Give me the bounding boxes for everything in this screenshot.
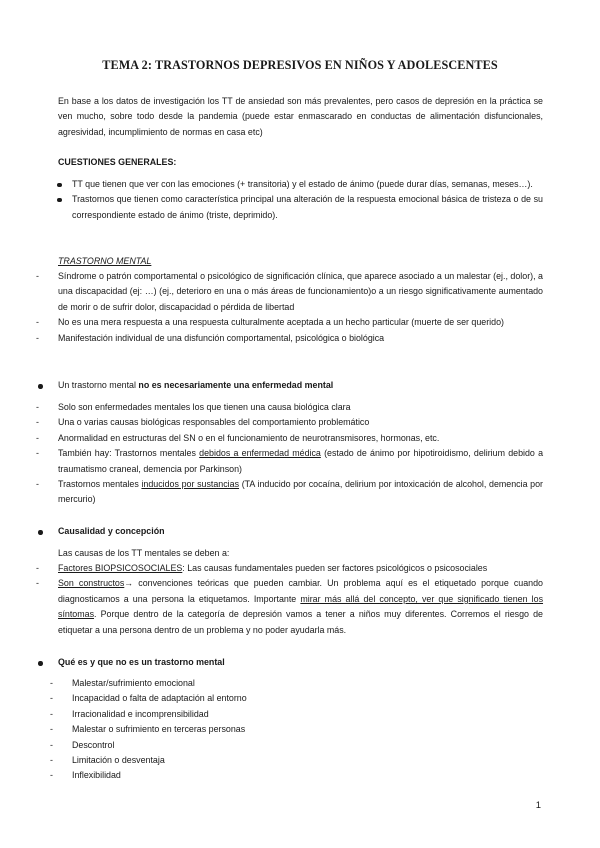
trastorno-mental-heading: TRASTORNO MENTAL xyxy=(58,256,152,266)
cuestiones-heading: CUESTIONES GENERALES: xyxy=(58,157,177,167)
list-item: - Limitación o desventaja xyxy=(72,753,543,768)
list-item: TT que tienen que ver con las emociones (+ transitoria) y el estado de ánimo (puede durar días, semanas, meses…). xyxy=(72,177,543,192)
list-item: - Malestar/sufrimiento emocional xyxy=(72,676,543,691)
list-item: - Síndrome o patrón comportamental o psicológico de significación clínica, que aparece asociado a un malestar (ej., dolor), a una discapacidad (ej: …) (ej., deterioro en una o más áreas de funcionamiento)o a un riesgo significativamente aumentado de morir o de sufrir dolor, discapacidad o pérdida de libertad xyxy=(58,269,543,315)
no-enfermedad-heading xyxy=(58,378,333,393)
list-item: - Incapacidad o falta de adaptación al entorno xyxy=(72,691,543,706)
underlined-text: mirar más allá del concepto, ver que significado tienen los síntomas xyxy=(58,593,544,620)
list-item: Trastornos que tienen como característica principal una alteración de la respuesta emocional básica de tristeza o de su correspondiente estado de ánimo (triste, deprimido). xyxy=(72,192,543,223)
section-bullet-icon xyxy=(38,384,43,389)
cuestiones-list xyxy=(72,177,543,223)
item-text: → convenciones teóricas que pueden cambiar. Un problema aquí es el etiquetado porque cuando diagnosticamos a una persona la etiquetamos. Importante xyxy=(58,578,543,604)
item-text: . Porque dentro de la categoría de depresión vamos a tener a niños muy diferentes. Corremos el riesgo de etiquetar a una persona dentro de un problema y no poder ayudarla más. xyxy=(58,609,543,635)
causalidad-list xyxy=(58,561,543,638)
item-text: : Las causas fundamentales pueden ser factores psicológicos o psicosociales xyxy=(182,563,488,573)
item-text: Trastornos mentales xyxy=(58,479,142,490)
underlined-text: Son constructos xyxy=(58,578,125,589)
item-text: (estado de ánimo por hipotiroidismo, delirium debido a traumatismo craneal, demencia por Parkinson) xyxy=(58,448,544,474)
causalidad-heading: Causalidad y concepción xyxy=(58,526,165,536)
list-item: - Irracionalidad e incomprensibilidad xyxy=(72,707,543,722)
list-item: - Anormalidad en estructuras del SN o en el funcionamiento de neurotransmisores, hormonas, etc. xyxy=(58,431,543,446)
list-item: - No es una mera respuesta a una respuesta culturalmente aceptada a un hecho particular (muerte de ser querido) xyxy=(58,315,543,330)
list-item: - Malestar o sufrimiento en terceras personas xyxy=(72,722,543,737)
item-text: (TA inducido por cocaína, delirium por intoxicación de alcohol, demencia por mercurio) xyxy=(58,479,544,505)
underlined-text: debidos a enfermedad médica xyxy=(199,448,321,459)
underlined-text: inducidos por sustancias xyxy=(141,479,240,490)
no-enfermedad-heading-pre: Un trastorno mental xyxy=(58,380,139,390)
list-item: - Manifestación individual de una disfunción comportamental, psicológica o biológica xyxy=(58,331,543,346)
list-item: - Inflexibilidad xyxy=(72,768,543,783)
item-text: También hay: Trastornos mentales xyxy=(58,448,200,459)
section-bullet-icon xyxy=(38,530,43,535)
list-item xyxy=(58,477,543,508)
page-number: 1 xyxy=(535,800,541,811)
que-es-heading: Qué es y que no es un trastorno mental xyxy=(58,657,225,667)
no-enfermedad-heading-bold: no es necesariamente una enfermedad mental xyxy=(138,380,334,390)
underlined-text: Factores BIOPSICOSOCIALES xyxy=(58,563,183,573)
list-item: - Descontrol xyxy=(72,738,543,753)
no-enfermedad-list xyxy=(58,400,543,508)
causalidad-lead: Las causas de los TT mentales se deben a: xyxy=(58,548,230,558)
list-item xyxy=(58,446,543,477)
list-item: - Solo son enfermedades mentales los que tienen una causa biológica clara xyxy=(58,400,543,415)
que-es-list xyxy=(72,676,543,784)
list-item xyxy=(58,576,543,638)
trastorno-mental-list xyxy=(58,269,543,346)
document-title: TEMA 2: TRASTORNOS DEPRESIVOS EN NIÑOS Y ADOLESCENTES xyxy=(102,58,498,72)
intro-paragraph: En base a los datos de investigación los TT de ansiedad son más prevalentes, pero casos de depresión en la práctica se ven mucho, sobre todo desde la pandemia (puede estar enmascarado en conductas de alimentación disfuncionales, agresividad, incumplimiento de normas en casa etc) xyxy=(58,96,543,137)
list-item xyxy=(58,561,543,576)
section-bullet-icon xyxy=(38,661,43,666)
list-item: - Una o varias causas biológicas responsables del comportamiento problemático xyxy=(58,415,543,430)
